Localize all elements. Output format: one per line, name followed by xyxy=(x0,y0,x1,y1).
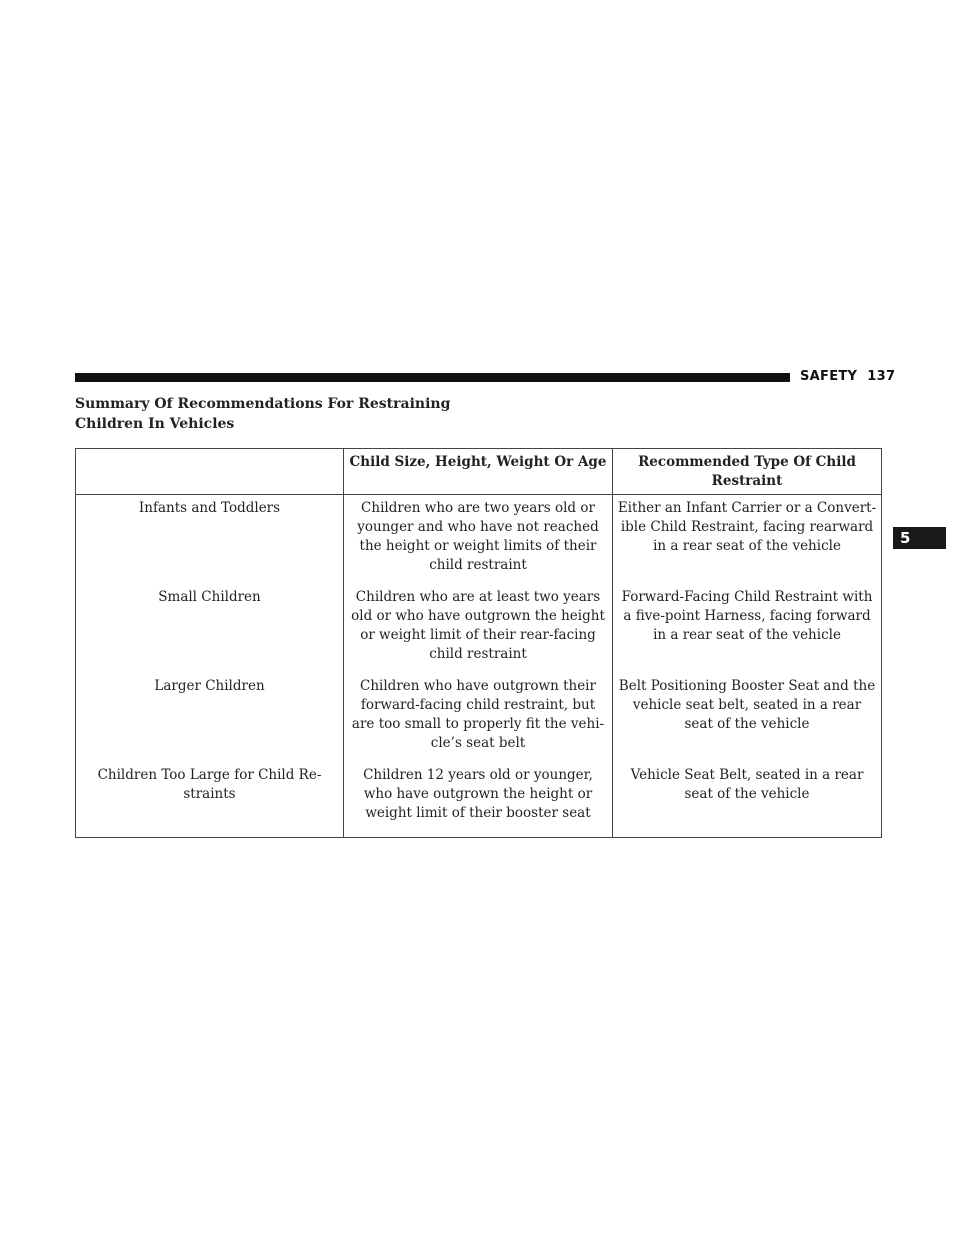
table-row xyxy=(76,674,882,763)
section-title-line-2: Children In Vehicles xyxy=(75,416,235,432)
page-number: 137 xyxy=(867,369,896,384)
header-cell-restraint: Recommended Type Of Child Restraint xyxy=(613,449,882,495)
cell-size: Children who are at least two years old or who have outgrown the height or weight limit of their rear-facing child restraint xyxy=(344,585,613,674)
header-rule xyxy=(75,373,790,382)
table-row xyxy=(76,495,882,586)
cell-restraint: Belt Positioning Booster Seat and the vehicle seat belt, seated in a rear seat of the vehicle xyxy=(613,674,882,763)
table-row xyxy=(76,763,882,838)
chapter-tab: 5 xyxy=(893,527,946,549)
table-header-row xyxy=(76,449,882,495)
cell-size: Children 12 years old or younger, who have outgrown the height or weight limit of their booster seat xyxy=(344,763,613,838)
table-row xyxy=(76,585,882,674)
section-title-line-1: Summary Of Recommendations For Restraining xyxy=(75,396,451,412)
cell-category: Infants and Toddlers xyxy=(138,500,281,516)
cell-restraint: Forward-Facing Child Restraint with a five-point Harness, facing forward in a rear seat of the vehicle xyxy=(613,585,882,674)
header-cell-category xyxy=(76,449,344,495)
running-header xyxy=(800,369,895,384)
header-cell-size: Child Size, Height, Weight Or Age xyxy=(344,449,613,495)
section-title xyxy=(75,394,575,434)
cell-category: Small Children xyxy=(158,589,261,605)
cell-category: Children Too Large for Child Re-straints xyxy=(97,767,322,802)
header-section: SAFETY xyxy=(800,369,858,384)
cell-restraint: Vehicle Seat Belt, seated in a rear seat of the vehicle xyxy=(613,763,882,838)
cell-category: Larger Children xyxy=(154,678,265,694)
cell-restraint: Either an Infant Carrier or a Convert-ible Child Restraint, facing rearward in a rear seat of the vehicle xyxy=(613,495,882,586)
cell-size: Children who are two years old or younger and who have not reached the height or weight limits of their child restraint xyxy=(344,495,613,586)
cell-size: Children who have outgrown their forward-facing child restraint, but are too small to properly fit the vehi-cle’s seat belt xyxy=(344,674,613,763)
recommendations-table xyxy=(75,448,882,838)
